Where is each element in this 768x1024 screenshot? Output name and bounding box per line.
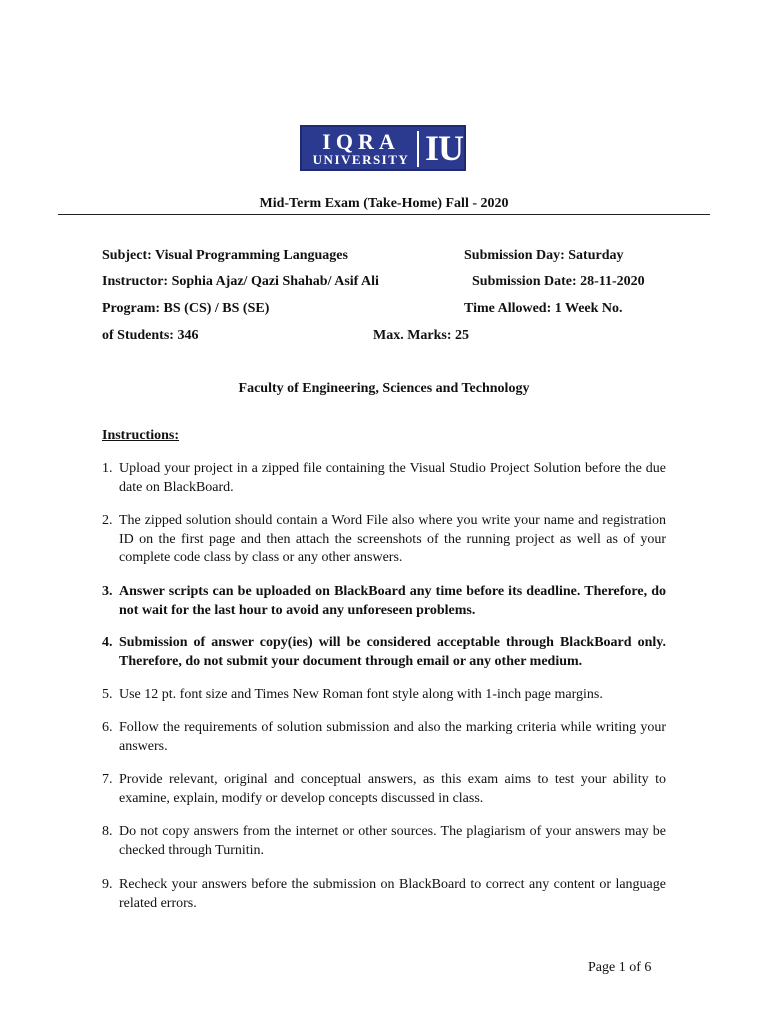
instruction-text: Use 12 pt. font size and Times New Roman font style along with 1-inch page margins. [119,687,603,702]
logo-line-2: UNIVERSITY [312,152,410,167]
instruction-number: 9. [102,877,113,892]
instruction-text: Recheck your answers before the submission on BlackBoard to correct any content or language related errors. [119,877,666,911]
meta-students: of Students: 346 [102,328,199,343]
page-number: Page 1 of 6 [588,960,652,975]
instruction-text: Upload your project in a zipped file containing the Visual Studio Project Solution before the due date on BlackBoard. [119,461,666,495]
instruction-text: Do not copy answers from the internet or other sources. The plagiarism of your answers may be checked through Turnitin. [119,824,666,858]
instruction-item [102,512,666,568]
meta-submission-date: Submission Date: 28-11-2020 [472,274,645,289]
instruction-number: 4. [102,635,113,650]
title-divider [58,214,710,215]
instruction-item [102,460,666,497]
logo-wordmark [308,130,414,170]
instruction-item [102,634,666,671]
instruction-number: 8. [102,824,113,839]
instruction-item [102,771,666,808]
instruction-item [102,686,666,705]
instruction-text: Submission of answer copy(ies) will be considered acceptable through BlackBoard only. Therefore, do not submit your document through email or any other medium. [119,635,666,669]
faculty-name: Faculty of Engineering, Sciences and Technology [238,381,530,396]
instruction-item [102,876,666,913]
instruction-item [102,823,666,860]
meta-time-allowed: Time Allowed: 1 Week No. [464,301,623,316]
instruction-text: Answer scripts can be uploaded on BlackBoard any time before its deadline. Therefore, do not wait for the last hour to avoid any unforeseen problems. [119,584,666,618]
instruction-number: 1. [102,461,113,476]
instruction-number: 6. [102,720,113,735]
meta-instructor: Instructor: Sophia Ajaz/ Qazi Shahab/ Asif Ali [102,274,379,289]
instruction-number: 3. [102,584,113,599]
logo-mark: IU [424,128,463,168]
logo-divider [417,131,419,167]
instruction-number: 7. [102,772,113,787]
meta-program: Program: BS (CS) / BS (SE) [102,301,270,316]
instruction-item [102,719,666,756]
instruction-number: 2. [102,513,113,528]
instruction-text: Provide relevant, original and conceptual answers, as this exam aims to test your ability to examine, explain, modify or develop concepts discussed in class. [119,772,666,806]
university-logo [300,125,466,171]
logo-line-1: IQRA [322,129,400,154]
meta-subject: Subject: Visual Programming Languages [102,248,348,263]
instruction-text: Follow the requirements of solution submission and also the marking criteria while writing your answers. [119,720,666,754]
instruction-text: The zipped solution should contain a Word File also where you write your name and registration ID on the first page and then attach the screenshots of the running project as well as of your complete code class by class or any other answers. [119,513,666,565]
meta-max-marks: Max. Marks: 25 [373,328,470,343]
meta-submission-day: Submission Day: Saturday [464,248,624,263]
instruction-item [102,583,666,620]
instruction-number: 5. [102,687,113,702]
exam-title: Mid-Term Exam (Take-Home) Fall - 2020 [259,196,509,211]
instructions-heading: Instructions: [102,428,180,443]
